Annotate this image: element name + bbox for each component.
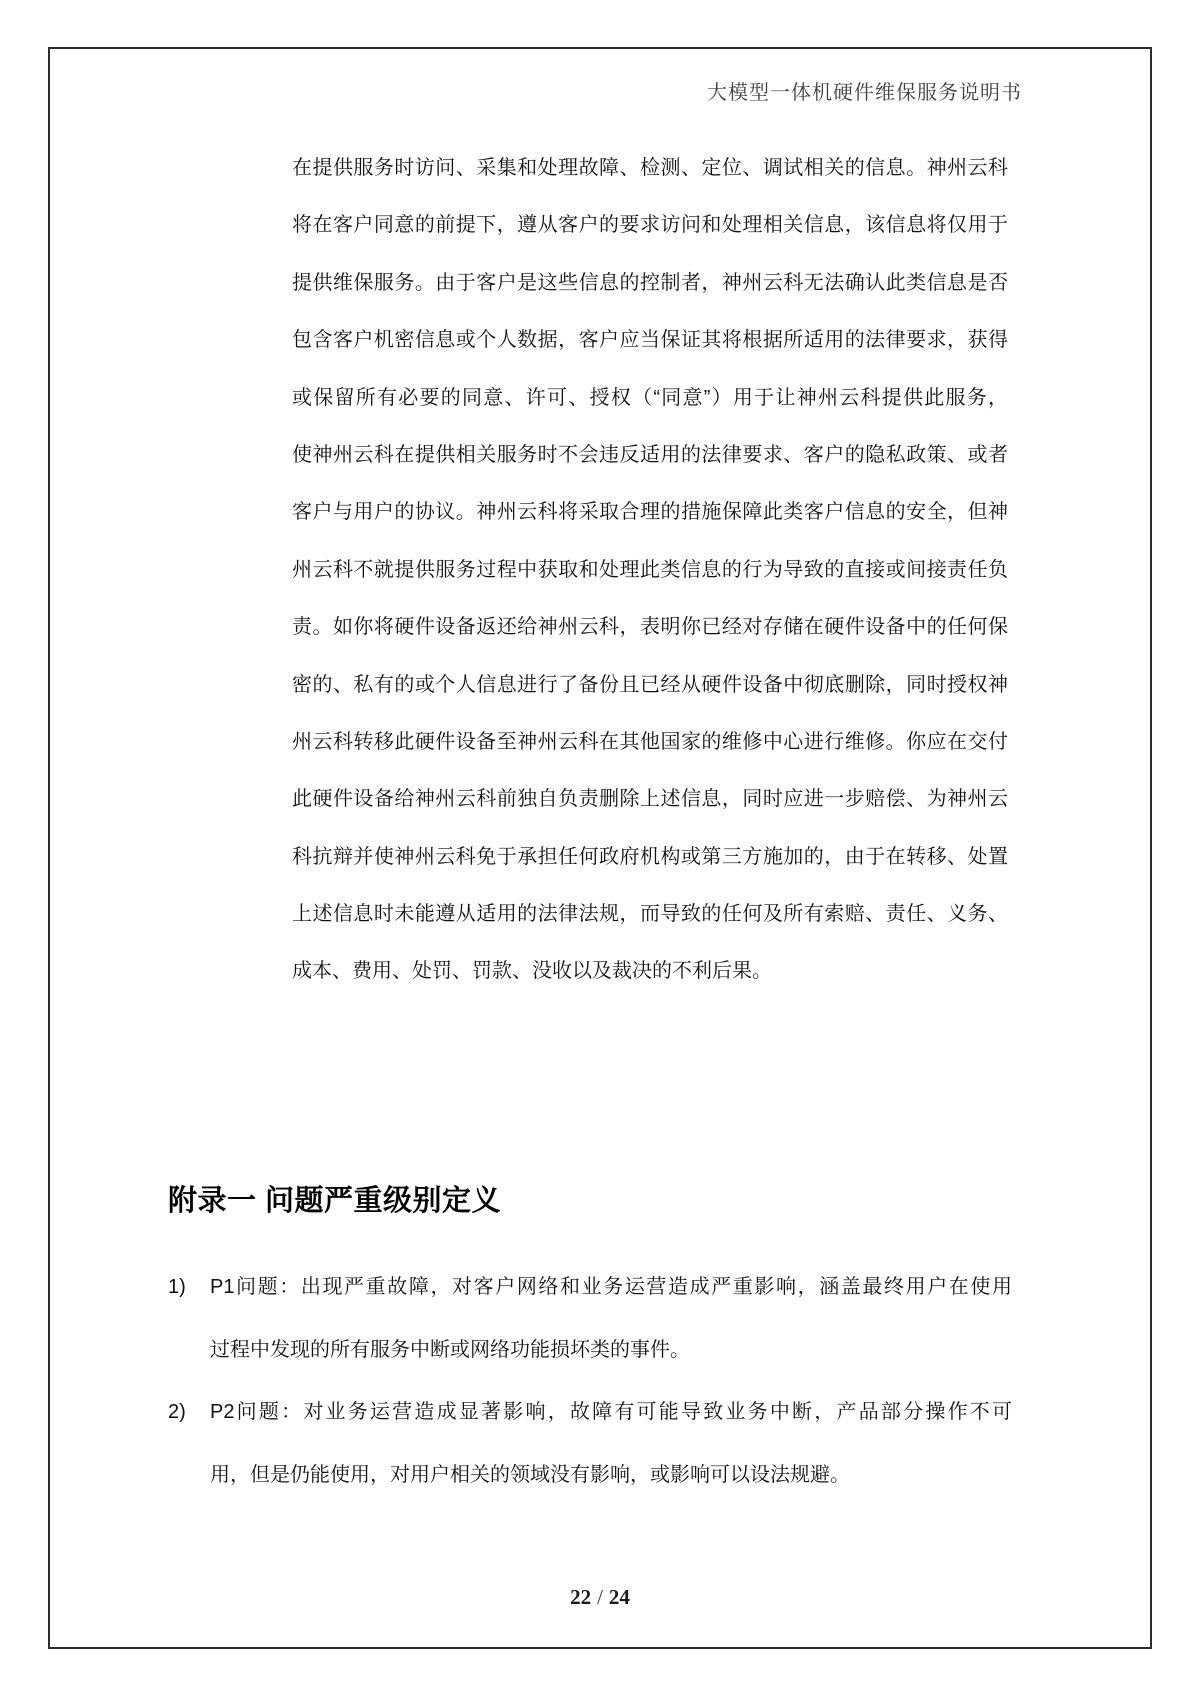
page-header-title: 大模型一体机硬件维保服务说明书 bbox=[707, 82, 1022, 104]
page-number-separator: / bbox=[597, 1585, 603, 1609]
current-page-number: 22 bbox=[570, 1585, 592, 1609]
severity-definition-list bbox=[168, 1256, 1012, 1506]
list-item-marker: 1) bbox=[168, 1276, 186, 1298]
paragraph-line: 密的、私有的或个人信息进行了备份且已经从硬件设备中彻底删除，同时授权神 bbox=[292, 673, 1008, 696]
paragraph-line: 或保留所有必要的同意、许可、授权（“同意”）用于让神州云科提供此服务， bbox=[292, 386, 1008, 409]
list-item-marker: 2) bbox=[168, 1401, 186, 1423]
paragraph-line: 上述信息时未能遵从适用的法律法规，而导致的任何及所有索赔、责任、义务、 bbox=[292, 903, 1008, 926]
paragraph-line: 包含客户机密信息或个人数据，客户应当保证其将根据所适用的法律要求，获得 bbox=[292, 329, 1008, 352]
page-footer bbox=[0, 1584, 1200, 1610]
appendix-heading: 附录一 问题严重级别定义 bbox=[168, 1185, 502, 1217]
paragraph-line: 客户与用户的协议。神州云科将采取合理的措施保障此类客户信息的安全，但神 bbox=[292, 501, 1008, 524]
list-item-p1-continuation bbox=[168, 1319, 1012, 1382]
total-page-count: 24 bbox=[608, 1585, 630, 1609]
paragraph-line: 责。如你将硬件设备返还给神州云科，表明你已经对存储在硬件设备中的任何保 bbox=[292, 616, 1008, 639]
paragraph-line: 使神州云科在提供相关服务时不会违反适用的法律要求、客户的隐私政策、或者 bbox=[292, 443, 1008, 466]
paragraph-line: 州云科不就提供服务过程中获取和处理此类信息的行为导致的直接或间接责任负 bbox=[292, 558, 1008, 581]
list-item-p1 bbox=[168, 1256, 1012, 1319]
paragraph-line: 提供维保服务。由于客户是这些信息的控制者，神州云科无法确认此类信息是否 bbox=[292, 271, 1008, 294]
list-item-text: 用，但是仍能使用，对用户相关的领域没有影响，或影响可以设法规避。 bbox=[210, 1463, 850, 1486]
paragraph-line: 科抗辩并使神州云科免于承担任何政府机构或第三方施加的，由于在转移、处置 bbox=[292, 845, 1008, 868]
list-item-text: P2问题：对业务运营造成显著影响，故障有可能导致业务中断，产品部分操作不可 bbox=[210, 1401, 1012, 1423]
paragraph-line: 此硬件设备给神州云科前独自负责删除上述信息，同时应进一步赔偿、为神州云 bbox=[292, 788, 1008, 811]
paragraph-line: 州云科转移此硬件设备至神州云科在其他国家的维修中心进行维修。你应在交付 bbox=[292, 730, 1008, 753]
list-item-p2 bbox=[168, 1381, 1012, 1444]
paragraph-line: 在提供服务时访问、采集和处理故障、检测、定位、调试相关的信息。神州云科 bbox=[292, 157, 1008, 179]
paragraph-line: 将在客户同意的前提下，遵从客户的要求访问和处理相关信息，该信息将仅用于 bbox=[292, 214, 1008, 237]
list-item-text: P1问题：出现严重故障，对客户网络和业务运营造成严重影响，涵盖最终用户在使用 bbox=[210, 1276, 1012, 1298]
paragraph-line: 成本、费用、处罚、罚款、没收以及裁决的不利后果。 bbox=[292, 960, 772, 983]
list-item-p2-continuation bbox=[168, 1444, 1012, 1507]
privacy-terms-paragraph bbox=[292, 140, 1008, 1001]
list-item-text: 过程中发现的所有服务中断或网络功能损坏类的事件。 bbox=[210, 1338, 690, 1361]
